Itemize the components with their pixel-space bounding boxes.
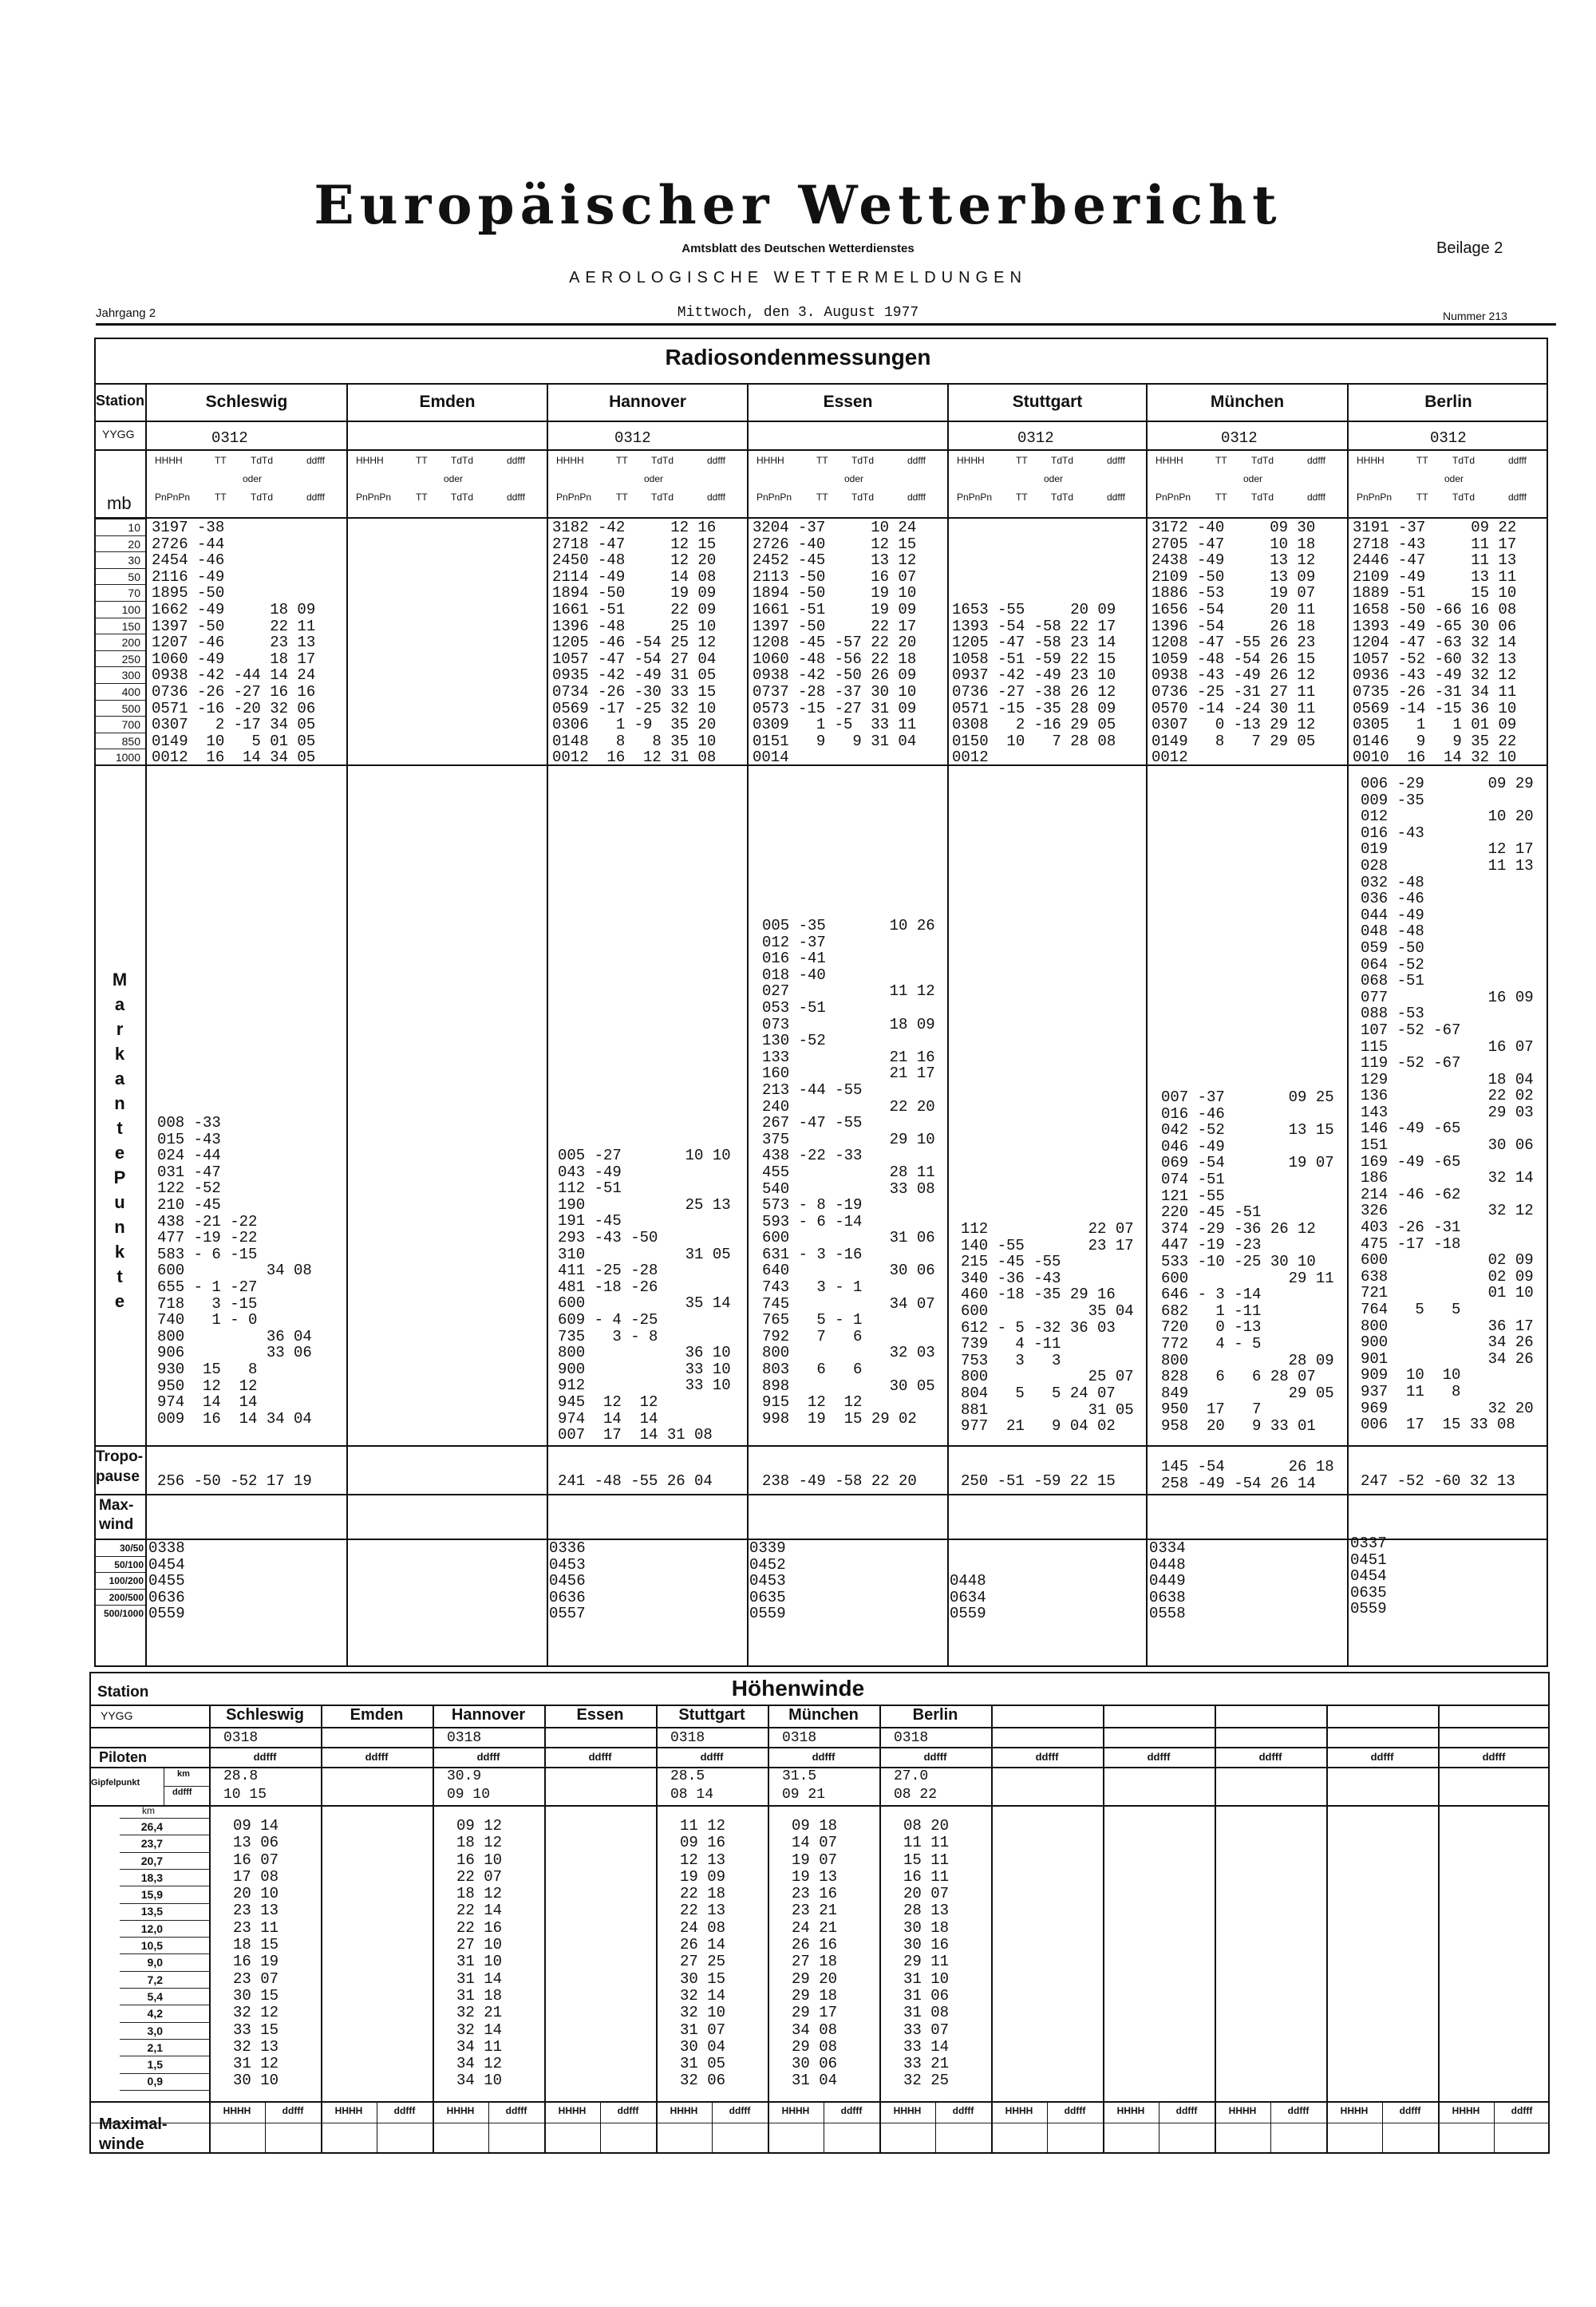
column-header-bottom: TdTd — [1051, 492, 1074, 503]
rule — [89, 1805, 1550, 1807]
hw-piloten-ddfff: ddfff — [700, 1751, 724, 1763]
grid-line — [120, 1988, 209, 1989]
column-header-oder: oder — [1044, 473, 1064, 484]
grid-line — [120, 1818, 209, 1819]
markante-letter: n — [114, 1217, 125, 1237]
hw-yygg: 0318 — [782, 1730, 817, 1746]
mb-label: mb — [107, 493, 132, 513]
grid-line — [96, 1605, 145, 1606]
station-stuttgart: Stuttgart — [1012, 393, 1083, 411]
layers-muenchen: 0334 0448 0449 0638 0558 — [1149, 1539, 1186, 1623]
hw-gipfel-km: 30.9 — [447, 1768, 482, 1784]
grid-tick — [145, 568, 147, 569]
yygg-value: 0312 — [1017, 429, 1054, 447]
grid-tick — [145, 683, 147, 684]
hw-yygg: 0318 — [447, 1730, 482, 1746]
hw-piloten-ddfff: ddfff — [253, 1751, 277, 1763]
hw-max-hhhh: HHHH — [1005, 2105, 1033, 2116]
hw-max-hhhh: HHHH — [781, 2105, 810, 2116]
markante-letter: P — [113, 1167, 126, 1187]
page-subtitle: Amtsblatt des Deutschen Wetterdienstes — [681, 242, 915, 255]
hw-max-ddfff: ddfff — [393, 2105, 416, 2116]
grid-line — [120, 2022, 209, 2023]
column-header-top: TdTd — [1452, 455, 1476, 466]
hw-gipfel-km: 28.5 — [670, 1768, 705, 1784]
column-header-bottom: PnPnPn — [1357, 492, 1393, 503]
grid-tick — [145, 535, 147, 536]
markante-letter: a — [114, 1069, 125, 1088]
hw-piloten-ddfff: ddfff — [1482, 1751, 1506, 1763]
rule — [768, 1705, 769, 2154]
column-header-top: ddfff — [507, 455, 525, 466]
grid-line — [96, 666, 145, 667]
markante-letter: k — [114, 1242, 125, 1262]
hw-yygg-label: YYGG — [101, 1709, 133, 1722]
column-header-bottom: TT — [816, 492, 828, 503]
tropopause-muenchen: 145 -54 26 18 258 -49 -54 26 14 — [1161, 1458, 1334, 1492]
markante-stuttgart: 112 22 07 140 -55 23 17 215 -45 -55 340 -36 -43 460 -18 -35 29 16 600 35 04 612 - 5 -32 36 03 739 4 -11 753 3 3 800 25 07 804 5 5 24 07 881 31 05 977 21 9 04 02 — [961, 1220, 1134, 1436]
hw-max-ddfff: ddfff — [1399, 2105, 1421, 2116]
column-header-top: TT — [215, 455, 227, 466]
hw-max-hhhh: HHHH — [1340, 2105, 1369, 2116]
column-header-oder: oder — [1444, 473, 1464, 484]
hw-piloten-ddfff: ddfff — [1035, 1751, 1059, 1763]
hw-max-ddfff: ddfff — [617, 2105, 639, 2116]
station-label: Station — [96, 393, 144, 409]
grid-line — [120, 1920, 209, 1921]
tropopause-hannover: 241 -48 -55 26 04 — [558, 1472, 713, 1490]
rule — [991, 1705, 993, 2154]
rule — [89, 1747, 1550, 1748]
tropopause-label-2: pause — [96, 1468, 140, 1485]
column-header-top: HHHH — [1357, 455, 1385, 466]
hw-gipfel-ddfff: 08 22 — [894, 1787, 938, 1803]
column-header-bottom: ddfff — [907, 492, 926, 503]
std-levels-schleswig: 3197 -38 2726 -44 2454 -46 2116 -49 1895 -50 1662 -49 18 09 1397 -50 22 11 1207 -46 23 13 1060 -49 18 17 0938 -42 -44 14 24 0736 -26 -27 16 16 0571 -16 -20 32 06 0307 2 -17 34 05 0149 10 5 01 05 0012 16 14 34 05 — [152, 519, 316, 767]
column-header-bottom: TT — [616, 492, 628, 503]
column-header-top: HHHH — [556, 455, 584, 466]
column-header-bottom: TT — [1416, 492, 1428, 503]
rule — [947, 383, 949, 1667]
hw-max-hhhh: HHHH — [893, 2105, 922, 2116]
hw-winds-column: 11 12 09 16 12 13 19 09 22 18 22 13 24 08 26 14 27 25 30 15 32 14 32 10 31 07 30 04 31 05 32 06 — [680, 1817, 726, 2090]
hw-piloten-ddfff: ddfff — [476, 1751, 500, 1763]
rule — [547, 383, 548, 1667]
hw-gipfel-label: Gipfelpunkt — [91, 1778, 140, 1788]
tropopause-essen: 238 -49 -58 22 20 — [762, 1472, 917, 1490]
grid-tick — [145, 716, 147, 717]
rule — [879, 1705, 881, 2154]
rule — [747, 383, 749, 1667]
hw-gipfel-km: 31.5 — [782, 1768, 817, 1784]
markante-letter: n — [114, 1093, 125, 1113]
grid-line — [96, 765, 145, 766]
grid-line — [96, 551, 145, 552]
hw-gipfel-ddfff-label: ddfff — [172, 1788, 192, 1797]
column-header-top: ddfff — [306, 455, 325, 466]
column-header-top: TT — [1215, 455, 1227, 466]
pressure-levels: 10 20 30 50 70 100 150 200 250 300 400 500 700 850 1000 — [115, 521, 140, 764]
column-header-top: TT — [1016, 455, 1028, 466]
hw-station-name: Stuttgart — [678, 1706, 745, 1724]
hw-km-label: km — [142, 1805, 155, 1816]
column-header-top: TT — [816, 455, 828, 466]
maximalwinde-label-2: winde — [99, 2135, 144, 2153]
std-levels-muenchen: 3172 -40 09 30 2705 -47 10 18 2438 -49 13 12 2109 -50 13 09 1886 -53 19 07 1656 -54 20 11 1396 -54 26 18 1208 -47 -55 26 23 1059 -48 -54 26 15 0938 -43 -49 26 12 0736 -25 -31 27 11 0570 -14 -24 30 11 0307 0 -13 29 12 0149 8 7 29 05 0012 — [1152, 519, 1316, 767]
grid-line — [96, 1589, 145, 1590]
column-header-top: TT — [616, 455, 628, 466]
column-header-bottom: TT — [215, 492, 227, 503]
markante-letter: e — [114, 1291, 125, 1311]
markante-letter: M — [112, 970, 128, 990]
rule — [321, 1705, 322, 2154]
grid-line — [120, 1937, 209, 1938]
column-header-top: TT — [1416, 455, 1428, 466]
column-header-bottom: ddfff — [1508, 492, 1527, 503]
rule — [89, 1767, 1550, 1768]
hw-max-ddfff: ddfff — [282, 2105, 304, 2116]
column-header-oder: oder — [444, 473, 464, 484]
hw-max-ddfff: ddfff — [840, 2105, 863, 2116]
rule — [1146, 383, 1148, 1667]
rule — [94, 1445, 1548, 1447]
station-muenchen: München — [1210, 393, 1285, 411]
rule — [209, 1705, 211, 2154]
rule — [94, 449, 1548, 451]
hw-piloten-ddfff: ddfff — [923, 1751, 947, 1763]
column-header-top: TdTd — [1051, 455, 1074, 466]
maxwind-label-2: wind — [99, 1516, 134, 1533]
station-schleswig: Schleswig — [205, 393, 288, 411]
grid-line — [120, 1953, 209, 1954]
tropopause-stuttgart: 250 -51 -59 22 15 — [961, 1472, 1116, 1490]
hw-max-hhhh: HHHH — [558, 2105, 587, 2116]
grid-line — [96, 601, 145, 602]
column-header-bottom: ddfff — [507, 492, 525, 503]
column-header-bottom: PnPnPn — [155, 492, 191, 503]
hw-winds-column: 09 18 14 07 19 07 19 13 23 16 23 21 24 21 26 16 27 18 29 20 29 18 29 17 34 08 29 08 30 06 31 04 — [792, 1817, 838, 2090]
grid-line — [96, 584, 145, 585]
column-header-bottom: ddfff — [1107, 492, 1125, 503]
rule — [1215, 1705, 1216, 2154]
jahrgang-label: Jahrgang 2 — [96, 306, 156, 320]
hw-max-hhhh: HHHH — [670, 2105, 698, 2116]
grid-tick — [145, 666, 147, 667]
column-header-bottom: PnPnPn — [757, 492, 792, 503]
hw-station-name: Emden — [350, 1706, 404, 1724]
markante-letter: a — [114, 994, 125, 1014]
column-header-top: TT — [416, 455, 428, 466]
station-essen: Essen — [823, 393, 873, 411]
hw-max-ddfff: ddfff — [952, 2105, 974, 2116]
hw-max-hhhh: HHHH — [1452, 2105, 1480, 2116]
column-header-top: HHHH — [1156, 455, 1183, 466]
hw-gipfel-ddfff: 09 10 — [447, 1787, 491, 1803]
column-header-bottom: PnPnPn — [957, 492, 993, 503]
rule — [1438, 1705, 1440, 2154]
hw-gipfel-km: 28.8 — [223, 1768, 259, 1784]
column-header-top: TdTd — [1251, 455, 1274, 466]
hw-station-name: Schleswig — [226, 1706, 304, 1724]
column-header-top: TdTd — [251, 455, 274, 466]
rule — [656, 1705, 658, 2154]
station-berlin: Berlin — [1424, 393, 1472, 411]
maximalwinde-label: Maximal- — [99, 2115, 168, 2133]
grid-line — [120, 1852, 209, 1853]
radiosonde-title: Radiosondenmessungen — [665, 345, 931, 369]
column-header-bottom: TT — [1016, 492, 1028, 503]
issue-date: Mittwoch, den 3. August 1977 — [677, 305, 919, 321]
maxwind-label: Max- — [99, 1497, 134, 1514]
column-header-top: HHHH — [155, 455, 183, 466]
column-header-bottom: ddfff — [306, 492, 325, 503]
markante-letter: u — [114, 1192, 125, 1212]
column-header-bottom: TdTd — [251, 492, 274, 503]
rule — [145, 383, 147, 1667]
grid-line — [120, 2073, 209, 2074]
column-header-top: TdTd — [451, 455, 474, 466]
hw-station-name: Hannover — [451, 1706, 526, 1724]
markante-letter: t — [117, 1266, 123, 1286]
column-header-top: HHHH — [957, 455, 985, 466]
hw-winds-column: 09 12 18 12 16 10 22 07 18 12 22 14 22 16 27 10 31 10 31 14 31 18 32 21 32 14 34 11 34 12 34 10 — [456, 1817, 503, 2090]
grid-tick — [145, 601, 147, 602]
hw-max-ddfff: ddfff — [1175, 2105, 1198, 2116]
column-header-oder: oder — [644, 473, 664, 484]
hw-yygg: 0318 — [223, 1730, 259, 1746]
column-header-bottom: ddfff — [707, 492, 725, 503]
rule — [89, 1727, 1550, 1728]
column-header-bottom: TdTd — [851, 492, 875, 503]
rule — [544, 1705, 546, 2154]
column-header-top: ddfff — [907, 455, 926, 466]
column-header-oder: oder — [243, 473, 263, 484]
column-header-top: TdTd — [851, 455, 875, 466]
hw-station-name: Essen — [576, 1706, 624, 1724]
column-header-top: ddfff — [1508, 455, 1527, 466]
grid-line — [120, 2039, 209, 2040]
grid-line — [96, 1556, 145, 1557]
grid-line — [96, 568, 145, 569]
column-header-bottom: TT — [1215, 492, 1227, 503]
grid-tick — [145, 551, 147, 552]
tropopause-label: Tropo- — [96, 1448, 144, 1465]
column-header-top: HHHH — [356, 455, 384, 466]
column-header-top: ddfff — [1107, 455, 1125, 466]
layers-berlin: 0337 0451 0454 0635 0559 — [1350, 1535, 1387, 1618]
rule — [1347, 383, 1349, 1667]
markante-berlin: 006 -29 09 29 009 -35 012 10 20 016 -43 019 12 17 028 11 13 032 -48 036 -46 044 -49 048 -48 059 -50 064 -52 068 -51 077 16 09 088 -53 107 -52 -67 115 16 07 119 -52 -67 129 18 04 136 22 02 143 29 03 146 -49 -65 151 30 06 169 -49 -65 186 32 14 214 -46 -62 326 32 12 403 -26 -31 475 -17 -18 600 02 09 638 02 09 721 01 10 764 5 5 800 36 17 900 34 26 901 34 26 909 10 10 937 11 8 969 32 20 006 17 15 33 08 — [1361, 775, 1534, 1434]
hw-winds-column: 09 14 13 06 16 07 17 08 20 10 23 13 23 11 18 15 16 19 23 07 30 15 32 12 33 15 32 13 31 12 30 10 — [233, 1817, 279, 2090]
grid-line — [120, 1903, 209, 1904]
column-header-bottom: TdTd — [1251, 492, 1274, 503]
grid-tick — [145, 584, 147, 585]
hw-piloten-ddfff: ddfff — [812, 1751, 836, 1763]
rule — [433, 1705, 434, 2154]
layers-essen: 0339 0452 0453 0635 0559 — [749, 1539, 786, 1623]
rule — [94, 383, 1548, 385]
rule — [164, 1786, 209, 1787]
std-levels-essen: 3204 -37 10 24 2726 -40 12 15 2452 -45 13 12 2113 -50 16 07 1894 -50 19 10 1661 -51 19 09 1397 -50 22 17 1208 -45 -57 22 20 1060 -48 -56 22 18 0938 -42 -50 26 09 0737 -28 -37 30 10 0573 -15 -27 31 09 0309 1 -5 33 11 0151 9 9 31 04 0014 — [753, 519, 917, 767]
std-levels-stuttgart: 1653 -55 20 09 1393 -54 -58 22 17 1205 -47 -58 23 14 1058 -51 -59 22 15 0937 -42 -49 23 10 0736 -27 -38 26 12 0571 -15 -35 28 09 0308 2 -16 29 05 0150 10 7 28 08 0012 — [952, 600, 1116, 767]
hw-heights: 26,4 23,7 20,7 18,3 15,9 13,5 12,0 10,5 9,0 7,2 5,4 4,2 3,0 2,1 1,5 0,9 — [140, 1820, 163, 2088]
hw-max-ddfff: ddfff — [1064, 2105, 1086, 2116]
markante-letter: r — [116, 1019, 124, 1039]
station-emden: Emden — [419, 393, 476, 411]
hw-max-hhhh: HHHH — [223, 2105, 251, 2116]
grid-line — [96, 1572, 145, 1573]
column-header-top: TdTd — [651, 455, 674, 466]
page-title: Europäischer Wetterbericht — [314, 174, 1282, 236]
hoehenwinde-title: Höhenwinde — [731, 1676, 865, 1701]
grid-line — [96, 650, 145, 651]
column-header-bottom: ddfff — [1307, 492, 1325, 503]
hw-gipfel-km-label: km — [177, 1769, 190, 1779]
column-header-bottom: PnPnPn — [1156, 492, 1191, 503]
column-header-bottom: PnPnPn — [356, 492, 392, 503]
hw-piloten-ddfff: ddfff — [1147, 1751, 1171, 1763]
std-levels-hannover: 3182 -42 12 16 2718 -47 12 15 2450 -48 12 20 2114 -49 14 08 1894 -50 19 09 1661 -51 22 09 1396 -48 25 10 1205 -46 -54 25 12 1057 -47 -54 27 04 0935 -42 -49 31 05 0734 -26 -30 33 15 0569 -17 -25 32 10 0306 1 -9 35 20 0148 8 8 35 10 0012 16 12 31 08 — [552, 519, 717, 767]
rule — [94, 1539, 1548, 1540]
section-heading: AEROLOGISCHE WETTERMELDUNGEN — [569, 269, 1027, 286]
column-header-bottom: TdTd — [451, 492, 474, 503]
station-hannover: Hannover — [609, 393, 686, 411]
beilage-label: Beilage 2 — [1436, 239, 1503, 257]
markante-letter: k — [114, 1044, 125, 1064]
rule — [346, 383, 348, 1667]
rule — [1326, 1705, 1328, 2154]
hw-max-hhhh: HHHH — [446, 2105, 475, 2116]
tropopause-schleswig: 256 -50 -52 17 19 — [157, 1472, 312, 1490]
layers-hannover: 0336 0453 0456 0636 0557 — [549, 1539, 586, 1623]
grid-line — [120, 2090, 209, 2091]
hw-piloten-ddfff: ddfff — [588, 1751, 612, 1763]
tropopause-berlin: 247 -52 -60 32 13 — [1361, 1472, 1515, 1490]
hw-station-name: Berlin — [912, 1706, 958, 1724]
grid-tick — [145, 650, 147, 651]
yygg-value: 0312 — [1221, 429, 1258, 447]
hw-gipfel-ddfff: 08 14 — [670, 1787, 714, 1803]
markante-essen: 005 -35 10 26 012 -37 016 -41 018 -40 027 11 12 053 -51 073 18 09 130 -52 133 21 16 160 21 17 213 -44 -55 240 22 20 267 -47 -55 375 29 10 438 -22 -33 455 28 11 540 33 08 573 - 8 -19 593 - 6 -14 600 31 06 631 - 3 -16 640 30 06 743 3 - 1 745 34 07 765 5 - 1 792 7 6 800 32 03 803 6 6 898 30 05 915 12 12 998 19 15 29 02 — [762, 917, 935, 1428]
hw-gipfel-km: 27.0 — [894, 1768, 929, 1784]
hw-gipfel-ddfff: 10 15 — [223, 1787, 267, 1803]
column-header-top: HHHH — [757, 455, 784, 466]
hw-max-ddfff: ddfff — [1511, 2105, 1533, 2116]
grid-line — [96, 535, 145, 536]
yygg-value: 0312 — [1430, 429, 1467, 447]
hw-yygg: 0318 — [894, 1730, 929, 1746]
grid-line — [96, 700, 145, 701]
grid-line — [120, 1971, 209, 1972]
hw-max-hhhh: HHHH — [1116, 2105, 1145, 2116]
column-header-top: ddfff — [707, 455, 725, 466]
layer-labels: 30/50 50/100 100/200 200/500 500/1000 — [103, 1543, 144, 1620]
hw-winds-column: 08 20 11 11 15 11 16 11 20 07 28 13 30 18 30 16 29 11 31 10 31 06 31 08 33 07 33 14 33 21 32 25 — [903, 1817, 950, 2090]
header-rule — [96, 323, 1556, 326]
grid-line — [96, 716, 145, 717]
hw-piloten-ddfff: ddfff — [1370, 1751, 1394, 1763]
grid-line — [96, 683, 145, 684]
hw-max-ddfff: ddfff — [729, 2105, 751, 2116]
hw-max-ddfff: ddfff — [1287, 2105, 1310, 2116]
hw-station-name: München — [788, 1706, 859, 1724]
grid-tick — [145, 700, 147, 701]
markante-schleswig: 008 -33 015 -43 024 -44 031 -47 122 -52 210 -45 438 -21 -22 477 -19 -22 583 - 6 -15 600 34 08 655 - 1 -27 718 3 -15 740 1 - 0 800 36 04 906 33 06 930 15 8 950 12 12 974 14 14 009 16 14 34 04 — [157, 1114, 312, 1428]
column-header-top: ddfff — [1307, 455, 1325, 466]
hw-piloten-label: Piloten — [99, 1749, 148, 1765]
markante-muenchen: 007 -37 09 25 016 -46 042 -52 13 15 046 -49 069 -54 19 07 074 -51 121 -55 220 -45 -51 374 -29 -36 26 12 447 -19 -23 533 -10 -25 30 10 600 29 11 646 - 3 -14 682 1 -11 720 0 -13 772 4 - 5 800 28 09 828 6 6 28 07 849 29 05 950 17 7 958 20 9 33 01 — [1161, 1088, 1334, 1435]
std-levels-berlin: 3191 -37 09 22 2718 -43 11 17 2446 -47 11 13 2109 -49 13 11 1889 -51 15 10 1658 -50 -66 16 08 1393 -49 -65 30 06 1204 -47 -63 32 14 1057 -52 -60 32 13 0936 -43 -49 32 12 0735 -26 -31 34 11 0569 -14 -15 36 10 0305 1 1 01 09 0146 9 9 35 22 0010 16 14 32 10 — [1353, 519, 1517, 767]
markante-hannover: 005 -27 10 10 043 -49 112 -51 190 25 13 191 -45 293 -43 -50 310 31 05 411 -25 -28 481 -18 -26 600 35 14 609 - 4 -25 735 3 - 8 800 36 10 900 33 10 912 33 10 945 12 12 974 14 14 007 17 14 31 08 — [558, 1147, 731, 1444]
grid-tick — [145, 765, 147, 766]
hw-max-hhhh: HHHH — [334, 2105, 363, 2116]
column-header-bottom: TdTd — [1452, 492, 1476, 503]
hw-gipfel-ddfff: 09 21 — [782, 1787, 826, 1803]
yygg-label: YYGG — [102, 428, 135, 440]
column-header-bottom: TdTd — [651, 492, 674, 503]
hw-max-ddfff: ddfff — [505, 2105, 527, 2116]
column-header-bottom: TT — [416, 492, 428, 503]
grid-line — [120, 1869, 209, 1870]
markante-letter: t — [117, 1118, 123, 1138]
hw-max-hhhh: HHHH — [1228, 2105, 1257, 2116]
hw-piloten-ddfff: ddfff — [1258, 1751, 1282, 1763]
hw-piloten-ddfff: ddfff — [365, 1751, 389, 1763]
yygg-value: 0312 — [614, 429, 651, 447]
column-header-bottom: PnPnPn — [556, 492, 592, 503]
hw-yygg: 0318 — [670, 1730, 705, 1746]
yygg-value: 0312 — [211, 429, 248, 447]
column-header-oder: oder — [844, 473, 864, 484]
layers-stuttgart: 0448 0634 0559 — [950, 1572, 986, 1623]
rule — [94, 421, 1548, 422]
rule — [1103, 1705, 1104, 2154]
issue-number: Nummer 213 — [1443, 310, 1507, 322]
column-header-oder: oder — [1243, 473, 1263, 484]
hw-station-label: Station — [97, 1684, 149, 1701]
rule — [94, 1494, 1548, 1495]
rule — [89, 2101, 1550, 2103]
markante-letter: e — [114, 1143, 125, 1163]
layers-schleswig: 0338 0454 0455 0636 0559 — [148, 1539, 185, 1623]
